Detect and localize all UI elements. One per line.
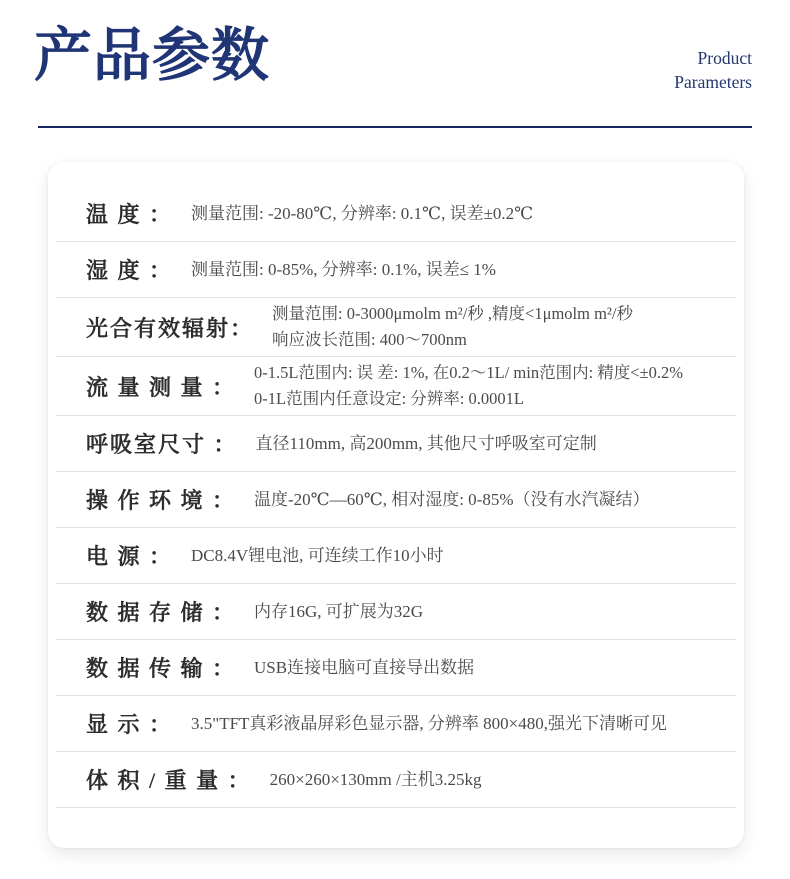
spec-label: 温 度 ： [86, 202, 174, 227]
page-subtitle-en-line2: Parameters [674, 72, 752, 92]
spec-label: 体 积 / 重 量 ： [86, 768, 252, 793]
spec-value-line: 测量范围: 0-85%, 分辨率: 0.1%, 误差≤ 1% [191, 259, 496, 279]
spec-label: 光合有效辐射： [86, 315, 255, 341]
spec-label: 操 作 环 境 ： [86, 488, 237, 513]
spec-value-line: 0-1L范围内任意设定: 分辨率: 0.0001L [254, 389, 524, 408]
spec-value-line: 响应波长范围: 400～700nm [272, 330, 467, 349]
spec-value [270, 767, 482, 793]
spec-row-operating-environment [56, 472, 736, 528]
spec-value [191, 257, 496, 283]
spec-value [191, 201, 533, 227]
spec-label: 流 量 测 量 ： [86, 374, 237, 400]
spec-value-line: DC8.4V锂电池, 可连续工作10小时 [191, 545, 444, 565]
spec-card [48, 162, 744, 848]
spec-label: 电 源 ： [86, 544, 174, 569]
spec-label: 数 据 传 输 ： [86, 656, 237, 681]
spec-value-line: 直径110mm, 高200mm, 其他尺寸呼吸室可定制 [255, 433, 597, 453]
spec-value [254, 655, 474, 681]
spec-value-line: 3.5"TFT真彩液晶屏彩色显示器, 分辨率 800×480,强光下清晰可见 [191, 713, 668, 733]
spec-value-line: 0-1.5L范围内: 误 差: 1%, 在0.2～1L/ min范围内: 精度<±0.2% [254, 363, 684, 382]
spec-value [256, 431, 597, 457]
spec-value-line: 260×260×130mm /主机3.25kg [269, 769, 482, 789]
spec-value [191, 711, 667, 737]
spec-row-flow-measurement [56, 357, 736, 416]
spec-value-line: 测量范围: 0-3000μmolm m²/秒 ,精度<1μmolm m²/秒 [272, 304, 633, 323]
spec-value-line: 内存16G, 可扩展为32G [254, 601, 424, 621]
header-divider-line [38, 126, 752, 128]
spec-value [254, 360, 683, 412]
page-subtitle-en [674, 46, 752, 94]
spec-row-data-storage [56, 584, 736, 640]
spec-row-data-transfer [56, 640, 736, 696]
spec-row-volume-weight [56, 752, 736, 808]
spec-value [191, 543, 444, 569]
spec-value-line: USB连接电脑可直接导出数据 [254, 657, 475, 677]
spec-value [254, 487, 650, 513]
spec-label: 湿 度 ： [86, 258, 174, 283]
spec-row-par-radiation [56, 298, 736, 357]
spec-label: 显 示 ： [86, 712, 174, 737]
spec-row-temperature [56, 186, 736, 242]
spec-row-chamber-size [56, 416, 736, 472]
spec-value [272, 301, 633, 353]
spec-label: 数 据 存 储 ： [86, 600, 237, 625]
spec-row-humidity [56, 242, 736, 298]
page-title: 产品参数 [34, 23, 271, 88]
spec-row-power [56, 528, 736, 584]
spec-value-line: 温度-20℃—60℃, 相对湿度: 0-85%（没有水汽凝结） [254, 489, 650, 509]
spec-label: 呼吸室尺寸 ： [86, 432, 238, 457]
page-subtitle-en-line1: Product [697, 48, 752, 68]
spec-row-display [56, 696, 736, 752]
spec-value-line: 测量范围: -20-80℃, 分辨率: 0.1℃, 误差±0.2℃ [191, 203, 534, 223]
spec-value [254, 599, 423, 625]
